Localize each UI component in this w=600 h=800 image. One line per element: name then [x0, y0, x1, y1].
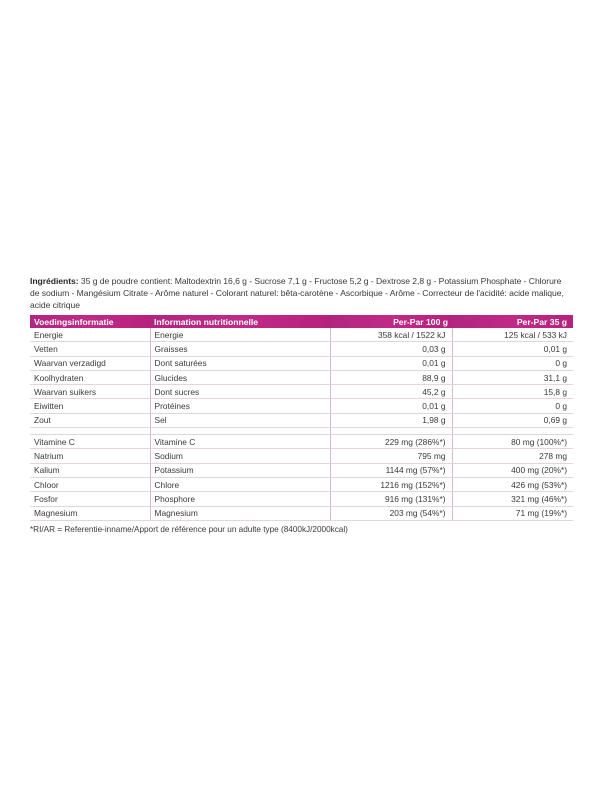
cell-nl: Vetten [30, 342, 150, 356]
cell-nl: Magnesium [30, 506, 150, 520]
cell-per-100g: 229 mg (286%*) [330, 435, 452, 449]
cell-fr: Protéines [150, 399, 330, 413]
table-row [30, 506, 573, 520]
cell-per-35g: 15,8 g [452, 385, 573, 399]
cell-nl: Waarvan suikers [30, 385, 150, 399]
table-row [30, 399, 573, 413]
table-body [30, 328, 573, 520]
cell-per-100g: 1144 mg (57%*) [330, 463, 452, 477]
table-row [30, 370, 573, 384]
cell-fr: Sodium [150, 449, 330, 463]
nutrition-table [30, 315, 573, 521]
cell-per-35g: 400 mg (20%*) [452, 463, 573, 477]
cell-nl: Natrium [30, 449, 150, 463]
table-row [30, 385, 573, 399]
cell-nl: Zout [30, 413, 150, 427]
cell-fr: Vitamine C [150, 435, 330, 449]
spacer-cell [30, 428, 150, 435]
spacer-cell [330, 428, 452, 435]
header-fr: Information nutritionnelle [150, 315, 330, 328]
table-header-row [30, 315, 573, 328]
cell-fr: Dont sucres [150, 385, 330, 399]
cell-fr: Graisses [150, 342, 330, 356]
cell-nl: Koolhydraten [30, 370, 150, 384]
cell-fr: Sel [150, 413, 330, 427]
cell-nl: Waarvan verzadigd [30, 356, 150, 370]
cell-nl: Energie [30, 328, 150, 342]
table-row [30, 342, 573, 356]
section-spacer [30, 428, 573, 435]
cell-per-100g: 916 mg (131%*) [330, 492, 452, 506]
cell-per-100g: 1216 mg (152%*) [330, 477, 452, 491]
table-row [30, 477, 573, 491]
cell-nl: Chloor [30, 477, 150, 491]
cell-per-100g: 88,9 g [330, 370, 452, 384]
cell-per-35g: 0 g [452, 356, 573, 370]
cell-fr: Energie [150, 328, 330, 342]
cell-nl: Vitamine C [30, 435, 150, 449]
cell-per-100g: 358 kcal / 1522 kJ [330, 328, 452, 342]
nutrition-label [30, 275, 573, 534]
table-row [30, 492, 573, 506]
header-per-35g: Per-Par 35 g [452, 315, 573, 328]
cell-per-35g: 80 mg (100%*) [452, 435, 573, 449]
cell-nl: Eiwitten [30, 399, 150, 413]
cell-per-35g: 0 g [452, 399, 573, 413]
cell-fr: Magnesium [150, 506, 330, 520]
spacer-cell [150, 428, 330, 435]
cell-per-100g: 203 mg (54%*) [330, 506, 452, 520]
cell-per-100g: 795 mg [330, 449, 452, 463]
cell-nl: Kalium [30, 463, 150, 477]
cell-per-100g: 0,01 g [330, 399, 452, 413]
cell-nl: Fosfor [30, 492, 150, 506]
ingredients-paragraph [30, 275, 573, 311]
table-row [30, 413, 573, 427]
table-row [30, 328, 573, 342]
cell-per-35g: 0,69 g [452, 413, 573, 427]
cell-per-100g: 0,01 g [330, 356, 452, 370]
table-row [30, 463, 573, 477]
cell-fr: Dont saturées [150, 356, 330, 370]
header-nl: Voedingsinformatie [30, 315, 150, 328]
cell-fr: Chlore [150, 477, 330, 491]
cell-per-35g: 71 mg (19%*) [452, 506, 573, 520]
cell-per-35g: 321 mg (46%*) [452, 492, 573, 506]
ingredients-label: Ingrédients: [30, 276, 79, 286]
table-row [30, 435, 573, 449]
spacer-cell [452, 428, 573, 435]
cell-per-100g: 0,03 g [330, 342, 452, 356]
table-row [30, 449, 573, 463]
cell-fr: Potassium [150, 463, 330, 477]
ingredients-text: 35 g de poudre contient: Maltodextrin 16,6 g - Sucrose 7,1 g - Fructose 5,2 g - Dextrose 2,8 g - Potassium Phosphate - Chlorure de sodium - Mangésium Citrate - Arôme naturel - Colorant naturel: bêta-carotène - Ascorbique - Arôme - Correcteur de l'acidité: acide malique, acide citrique [30, 276, 564, 310]
header-per-100g: Per-Par 100 g [330, 315, 452, 328]
cell-per-35g: 125 kcal / 533 kJ [452, 328, 573, 342]
cell-per-35g: 0,01 g [452, 342, 573, 356]
cell-fr: Glucides [150, 370, 330, 384]
footnote: *RI/AR = Referentie-inname/Apport de référence pour un adulte type (8400kJ/2000kcal) [30, 524, 348, 534]
cell-per-35g: 426 mg (53%*) [452, 477, 573, 491]
cell-per-35g: 278 mg [452, 449, 573, 463]
cell-per-35g: 31,1 g [452, 370, 573, 384]
cell-fr: Phosphore [150, 492, 330, 506]
table-row [30, 356, 573, 370]
cell-per-100g: 1,98 g [330, 413, 452, 427]
cell-per-100g: 45,2 g [330, 385, 452, 399]
